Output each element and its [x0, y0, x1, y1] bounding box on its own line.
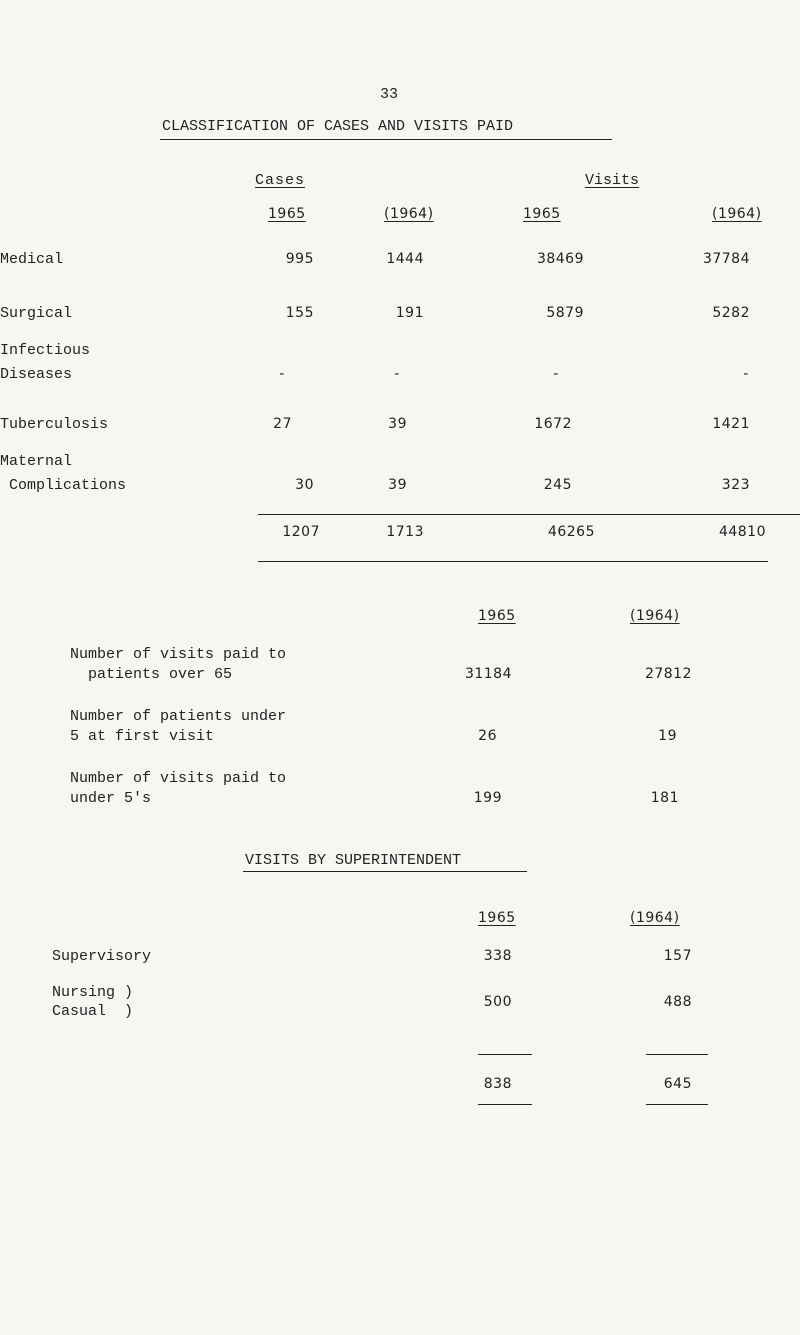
totals-bottom-rule [258, 561, 768, 562]
row-label: Surgical [0, 305, 73, 322]
cell-value: - [279, 366, 285, 382]
cell-value: 500 [483, 994, 512, 1010]
cell-value: 181 [650, 790, 679, 806]
visits-year-header-1965: 1965 [478, 608, 516, 624]
superintendent-total-rule-1964 [646, 1054, 708, 1055]
superintendent-year-header-1965: 1965 [478, 910, 516, 926]
cell-value: 323 [721, 477, 750, 493]
row-label: Diseases [0, 366, 73, 383]
cell-value: 157 [663, 948, 692, 964]
visits-header: Visits [585, 172, 640, 189]
cell-value: 39 [388, 477, 407, 493]
cell-value: 37784 [702, 251, 750, 267]
year-header-cases-1965: 1965 [268, 206, 306, 222]
row-label: under 5's [70, 790, 152, 807]
cell-value: 31184 [464, 666, 512, 682]
cell-value: 191 [395, 305, 424, 321]
cell-value: 39 [388, 416, 407, 432]
year-header-visits-1964: (1964) [712, 206, 762, 222]
title-underline [160, 139, 612, 140]
page-number: 33 [380, 86, 399, 103]
total-value: 46265 [547, 524, 595, 540]
cell-value: 30 [295, 477, 314, 493]
cases-header: Cases [255, 172, 306, 189]
totals-top-rule [258, 514, 800, 515]
cell-value: 26 [478, 728, 497, 744]
cell-value: 27 [273, 416, 292, 432]
cell-value: 488 [663, 994, 692, 1010]
cell-value: 19 [658, 728, 677, 744]
total-value: 44810 [718, 524, 766, 540]
cell-value: 155 [285, 305, 314, 321]
cell-value: 38469 [536, 251, 584, 267]
total-value: 645 [663, 1076, 692, 1092]
row-label: Number of visits paid to [70, 770, 287, 787]
superintendent-title-underline [243, 871, 527, 872]
cell-value: 995 [285, 251, 314, 267]
year-header-cases-1964: (1964) [384, 206, 434, 222]
cell-value: - [743, 366, 749, 382]
row-label: Number of patients under [70, 708, 287, 725]
cell-value: 5282 [712, 305, 750, 321]
total-value: 1713 [386, 524, 424, 540]
cell-value: 199 [473, 790, 502, 806]
superintendent-year-header-1964: (1964) [630, 910, 680, 926]
row-label: Number of visits paid to [70, 646, 287, 663]
cell-value: 1421 [712, 416, 750, 432]
page-title: CLASSIFICATION OF CASES AND VISITS PAID [162, 118, 514, 135]
cell-value: 245 [543, 477, 572, 493]
cell-value: 5879 [546, 305, 584, 321]
row-label: 5 at first visit [70, 728, 215, 745]
total-value: 838 [483, 1076, 512, 1092]
row-label: Casual ) [52, 1003, 134, 1020]
visits-year-header-1964: (1964) [630, 608, 680, 624]
row-label: Nursing ) [52, 984, 134, 1001]
row-label: Supervisory [52, 948, 152, 965]
cell-value: - [394, 366, 400, 382]
cell-value: - [553, 366, 559, 382]
superintendent-total-rule-1965 [478, 1054, 532, 1055]
total-value: 1207 [282, 524, 320, 540]
cell-value: 1444 [386, 251, 424, 267]
row-label: Tuberculosis [0, 416, 109, 433]
year-header-visits-1965: 1965 [523, 206, 561, 222]
cell-value: 27812 [644, 666, 692, 682]
row-label: patients over 65 [70, 666, 233, 683]
cell-value: 338 [483, 948, 512, 964]
cell-value: 1672 [534, 416, 572, 432]
superintendent-total-bottom-rule-1965 [478, 1104, 532, 1105]
superintendent-total-bottom-rule-1964 [646, 1104, 708, 1105]
row-label: Infectious [0, 342, 91, 359]
superintendent-title: VISITS BY SUPERINTENDENT [245, 852, 462, 869]
row-label: Maternal [0, 453, 73, 470]
row-label: Complications [0, 477, 127, 494]
row-label: Medical [0, 251, 64, 268]
